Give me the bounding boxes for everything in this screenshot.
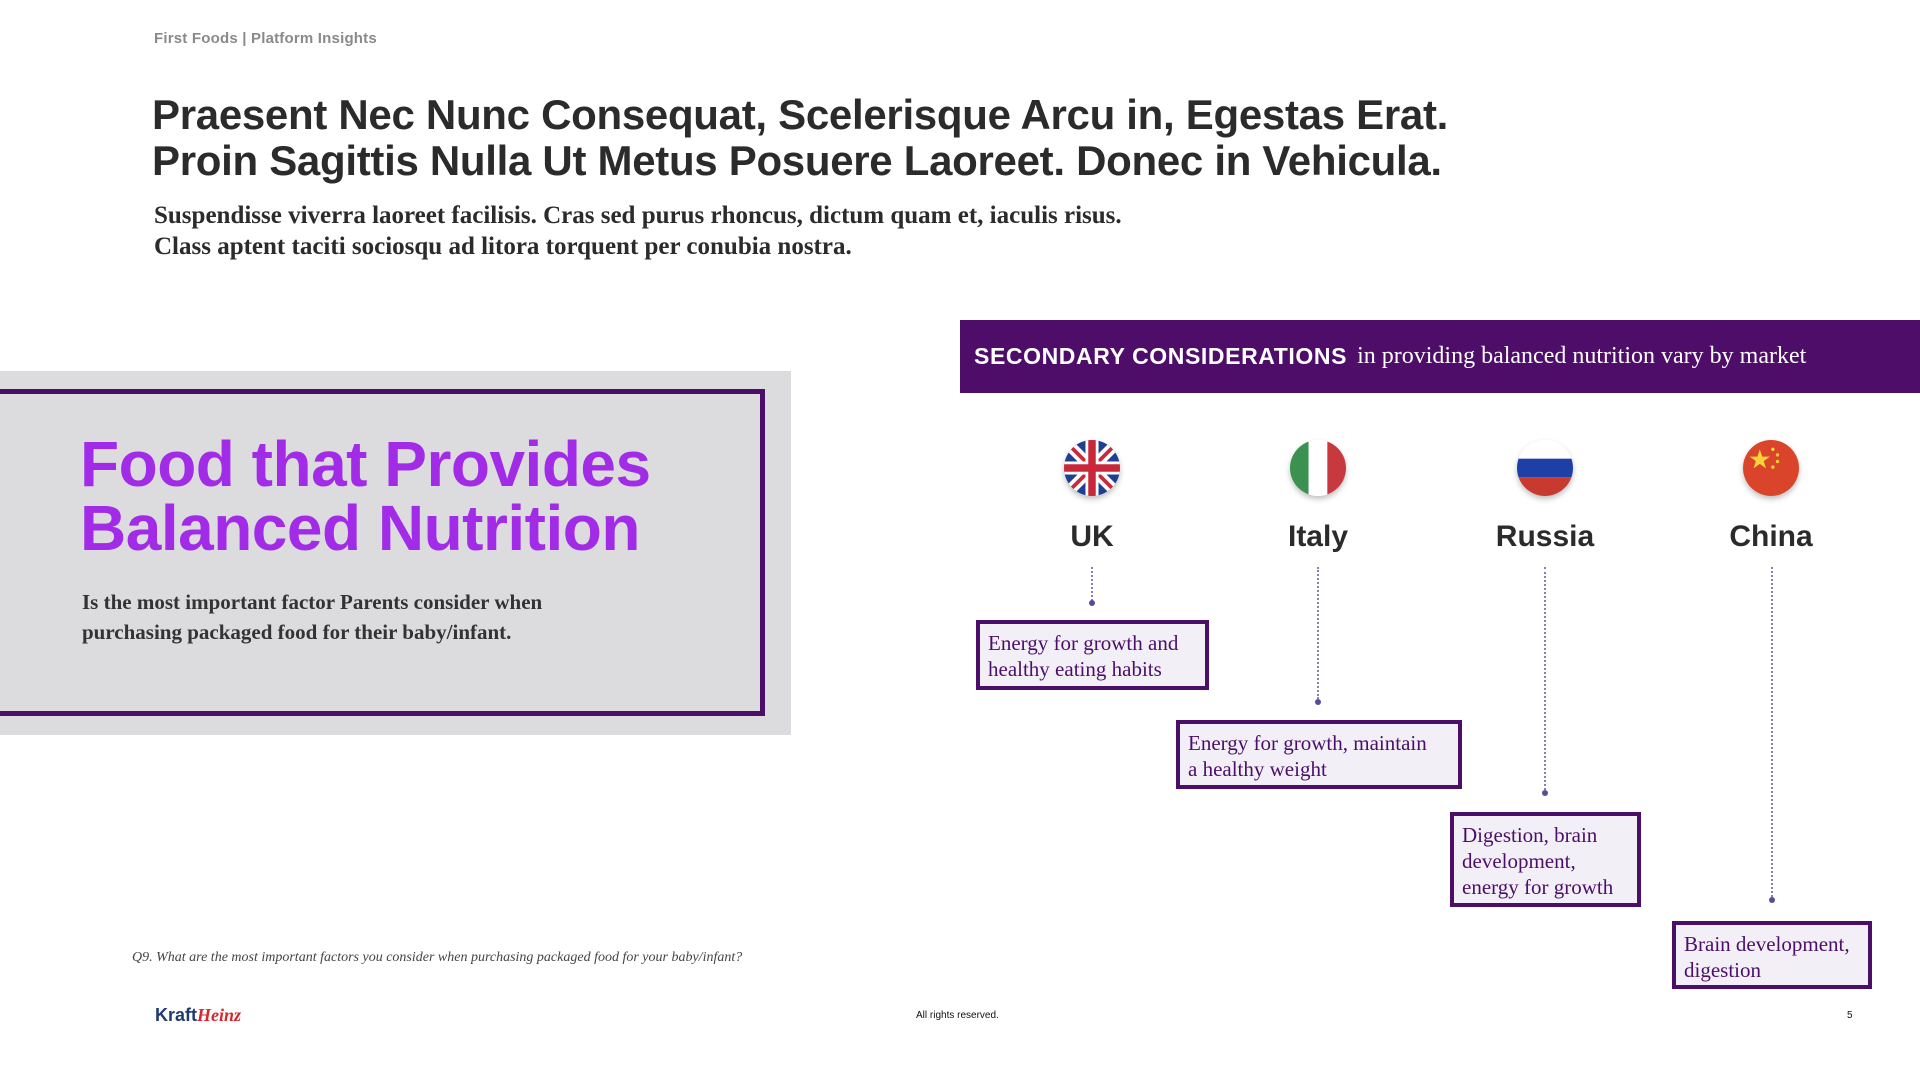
country-label-russia: Russia: [1495, 520, 1595, 553]
callout-china: [1672, 921, 1872, 989]
callout-uk: [976, 620, 1209, 690]
country-label-uk: UK: [1070, 520, 1114, 553]
callout-italy-line-1: Energy for growth, maintain: [1188, 731, 1427, 755]
page-number: 5: [1847, 1010, 1853, 1021]
connector-dot-uk: [1089, 600, 1095, 606]
key-finding-text-line-1: Is the most important factor Parents consider when: [82, 590, 543, 614]
title-line-2: Proin Sagittis Nulla Ut Metus Posuere Laoreet. Donec in Vehicula.: [152, 137, 1442, 184]
survey-question-footnote: Q9. What are the most important factors you consider when purchasing packaged food for your baby/infant?: [132, 950, 743, 965]
connector-line-russia: [1544, 567, 1546, 790]
callout-china-line-1: Brain development,: [1684, 932, 1850, 956]
key-finding-heading-line-1: Food that Provides: [80, 428, 651, 500]
banner-strong: SECONDARY CONSIDERATIONS: [974, 343, 1348, 369]
callout-russia-line-1: Digestion, brain: [1462, 823, 1598, 847]
connector-line-china: [1771, 567, 1773, 897]
key-finding-text-line-2: purchasing packaged food for their baby/infant.: [82, 620, 512, 644]
section-banner: [960, 320, 1920, 393]
banner-rest: in providing balanced nutrition vary by market: [1357, 343, 1807, 369]
callout-china-line-2: digestion: [1684, 958, 1761, 982]
callout-russia-line-2: development,: [1462, 849, 1576, 873]
connector-dot-china: [1769, 897, 1775, 903]
key-finding-heading: [80, 428, 651, 564]
eyebrow-label: First Foods | Platform Insights: [154, 30, 377, 47]
page-title: [152, 92, 1448, 184]
italy-flag-icon: [1290, 440, 1346, 496]
russia-flag-icon: [1517, 440, 1573, 496]
connector-dot-russia: [1542, 790, 1548, 796]
callout-uk-line-2: healthy eating habits: [988, 657, 1162, 681]
copyright-notice: All rights reserved.: [916, 1010, 999, 1021]
callout-italy-line-2: a healthy weight: [1188, 757, 1327, 781]
kraft-heinz-logo: [155, 1005, 241, 1026]
country-label-china: China: [1729, 520, 1813, 553]
china-flag-icon: [1743, 440, 1799, 496]
subtitle-line-2: Class aptent taciti sociosqu ad litora torquent per conubia nostra.: [154, 233, 852, 260]
callout-uk-line-1: Energy for growth and: [988, 631, 1179, 655]
logo-heinz: Heinz: [197, 1005, 242, 1025]
connector-line-italy: [1317, 567, 1319, 699]
country-label-italy: Italy: [1287, 520, 1349, 553]
uk-flag-icon: [1064, 440, 1120, 496]
key-finding-heading-line-2: Balanced Nutrition: [80, 492, 640, 564]
logo-kraft: Kraft: [155, 1005, 198, 1025]
key-finding-text: [82, 587, 542, 647]
callout-russia: [1450, 812, 1641, 907]
subtitle-line-1: Suspendisse viverra laoreet facilisis. Cras sed purus rhoncus, dictum quam et, iaculis risus.: [154, 202, 1122, 229]
callout-russia-line-3: energy for growth: [1462, 875, 1614, 899]
connector-dot-italy: [1315, 699, 1321, 705]
page-subtitle: [154, 200, 1122, 262]
callout-italy: [1176, 720, 1462, 789]
connector-line-uk: [1091, 567, 1093, 601]
title-line-1: Praesent Nec Nunc Consequat, Scelerisque Arcu in, Egestas Erat.: [152, 91, 1449, 138]
